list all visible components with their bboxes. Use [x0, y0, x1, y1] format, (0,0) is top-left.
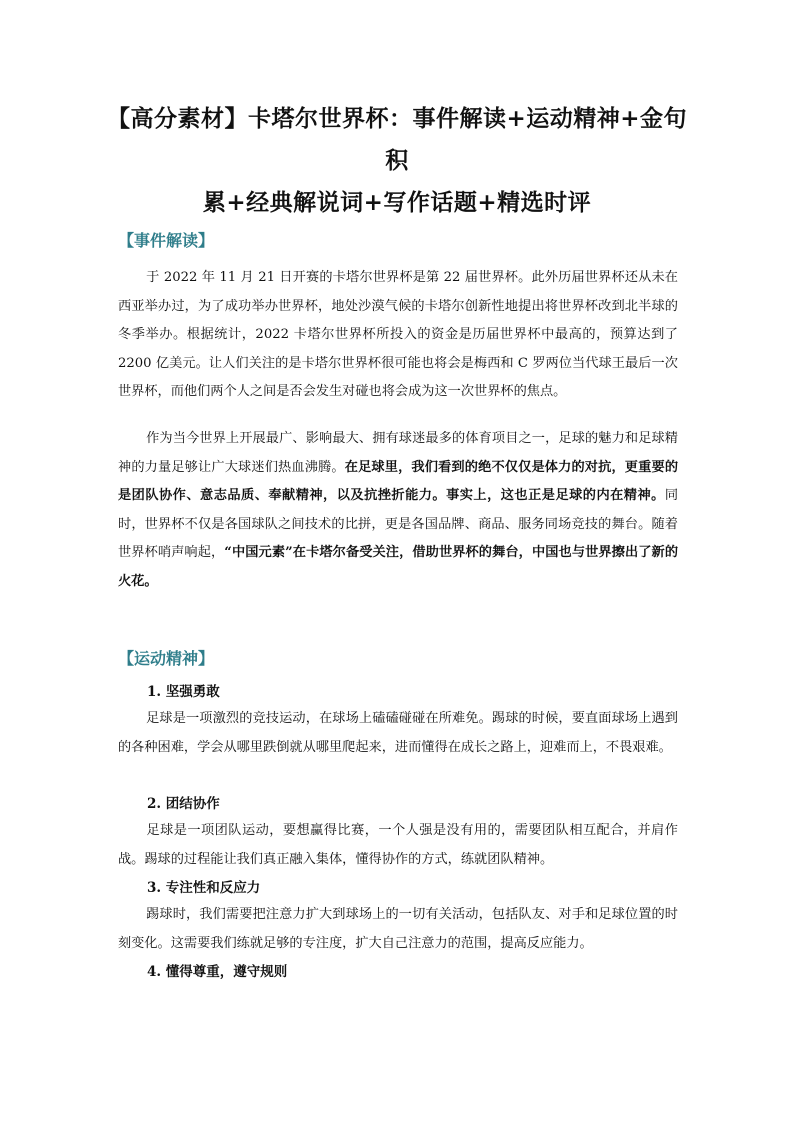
event-paragraph-2-bold-b: “中国元素”在卡塔尔备受关注，借助世界杯的舞台，中国也与世界擦出了新的火花。	[118, 545, 679, 589]
title-line-2: 累+经典解说词+写作话题+精选时评	[202, 189, 592, 216]
document-title	[96, 98, 698, 224]
spirit-item-3-body: 踢球时，我们需要把注意力扩大到球场上的一切有关活动，包括队友、对手和足球位置的时刻变化。这需要我们练就足够的专注度，扩大自己注意力的范围，提高反应能力。	[118, 907, 678, 951]
event-paragraph-1-text: 于 2022 年 11 月 21 日开赛的卡塔尔世界杯是第 22 届世界杯。此外历届世界杯还从未在西亚举办过，为了成功举办世界杯，地处沙漠气候的卡塔尔创新性地提出将世界杯改到北半球的冬季举办。根据统计，2022 卡塔尔世界杯所投入的资金是历届世界杯中最高的，预算达到了 2200 亿美元。让人们关注的是卡塔尔世界杯很可能也将会是梅西和 C 罗两位当代球王最后一次世界杯，而他们两个人之间是否会发生对碰也将会成为这一次世界杯的焦点。	[118, 270, 678, 399]
spirit-item-2-text	[118, 817, 678, 874]
section-heading-spirit: 【运动精神】	[118, 649, 215, 668]
event-paragraph-2-text-b: 同时，世界杯不仅是各国球队之间技术的比拼，更是各国品牌、商品、服务同场竞技的舞台。随着世界杯哨声响起，	[118, 488, 678, 560]
spirit-item-2-body: 足球是一项团队运动，要想赢得比赛，一个人强是没有用的，需要团队相互配合，并肩作战。踢球的过程能让我们真正融入集体，懂得协作的方式，练就团队精神。	[118, 823, 678, 867]
event-paragraph-2-bold-a: 在足球里，我们看到的绝不仅仅是体力的对抗，更重要的是团队协作、意志品质、奉献精神，以及抗挫折能力。事实上，这也正是足球的内在精神。	[118, 459, 679, 503]
spirit-item-1-text	[118, 705, 678, 762]
event-paragraph-2	[118, 425, 678, 596]
title-line-1: 【高分素材】卡塔尔世界杯：事件解读+运动精神+金句积	[106, 105, 688, 174]
spirit-item-4-title: 4. 懂得尊重，遵守规则	[147, 964, 288, 980]
event-paragraph-1	[118, 264, 678, 407]
section-heading-event: 【事件解读】	[118, 231, 215, 250]
spirit-item-3-text	[118, 901, 678, 958]
event-paragraph-2-text-a: 作为当今世界上开展最广、影响最大、拥有球迷最多的体育项目之一，足球的魅力和足球精神的力量足够让广大球迷们热血沸腾。	[118, 431, 678, 475]
spirit-item-2-title: 2. 团结协作	[147, 796, 220, 812]
spirit-item-3-title: 3. 专注性和反应力	[147, 880, 261, 896]
spirit-item-1-title: 1. 坚强勇敢	[147, 684, 220, 700]
spirit-item-1-body: 足球是一项激烈的竞技运动，在球场上磕磕碰碰在所难免。踢球的时候，要直面球场上遇到的各种困难，学会从哪里跌倒就从哪里爬起来，进而懂得在成长之路上，迎难而上，不畏艰难。	[118, 711, 678, 755]
